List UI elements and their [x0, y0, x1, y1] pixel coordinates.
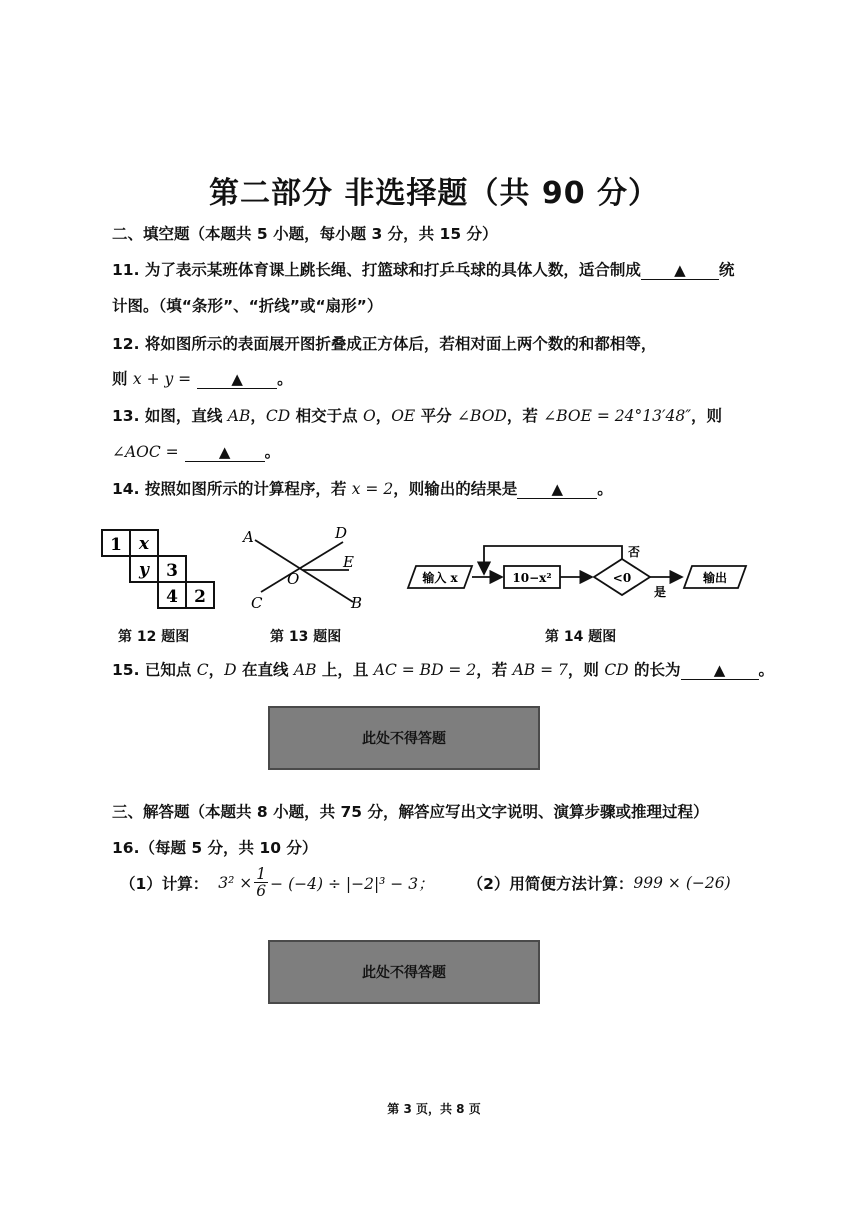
- q12-answer-blank[interactable]: [197, 370, 277, 389]
- label-c: C: [251, 594, 263, 612]
- q13-ray-oe: OE: [391, 407, 416, 425]
- q13-text: 13. 如图，直线: [112, 407, 228, 425]
- q13-point-o: O: [362, 407, 376, 425]
- output-label: 输出: [702, 571, 728, 585]
- q16-fraction: [254, 866, 268, 899]
- q14-answer-blank[interactable]: [517, 480, 597, 499]
- q14-suffix: 。: [597, 480, 613, 498]
- question-14: [112, 477, 613, 499]
- q13-angle-aoc: ∠AOC =: [112, 443, 179, 461]
- figure-14-caption: 第 14 题图: [545, 629, 617, 645]
- blank-triangle: ▲: [218, 443, 231, 461]
- fraction-denominator: 6: [256, 882, 267, 900]
- q13-angle-boe: ∠BOE = 24°13′48″: [543, 407, 692, 425]
- q15-text: 的长为: [628, 661, 681, 679]
- q15-text: 在直线: [236, 661, 294, 679]
- q15-point-d: D: [224, 661, 237, 679]
- section2-header: 二、填空题（本题共 5 小题，每小题 3 分，共 15 分）: [112, 225, 498, 243]
- blank-triangle: ▲: [231, 370, 243, 388]
- blank-triangle: ▲: [674, 261, 686, 279]
- blank-triangle: ▲: [713, 661, 726, 679]
- q14-x-value: x = 2: [351, 480, 394, 498]
- q14-text: 14. 按照如图所示的计算程序，若: [112, 480, 352, 498]
- net-cell-value: x: [138, 534, 150, 554]
- q12-prefix: 则: [112, 370, 133, 388]
- q12-suffix: 。: [277, 370, 293, 388]
- q15-text: ，则: [567, 661, 605, 679]
- condition-label: <0: [612, 571, 632, 585]
- no-answer-zone: 此处不得答题: [268, 706, 540, 770]
- q15-segment-cd: CD: [604, 661, 629, 679]
- question-16-header: 16.（每题 5 分，共 10 分）: [112, 839, 318, 857]
- question-11-line2: 计图。（填“条形”、“折线”或“扇形”）: [112, 297, 383, 315]
- q13-text: 相交于点: [290, 407, 363, 425]
- q13-text: ，若: [506, 407, 544, 425]
- q11-answer-blank[interactable]: [641, 261, 719, 280]
- no-answer-zone: 此处不得答题: [268, 940, 540, 1004]
- question-15: [112, 658, 774, 680]
- q15-equation: AC = BD = 2: [373, 661, 477, 679]
- q16-part1-expr: − (−4) ÷ |−2|³ − 3；: [270, 874, 434, 893]
- q13-sep: ，: [250, 407, 266, 425]
- label-b: B: [351, 594, 363, 612]
- fraction-numerator: 1: [256, 865, 267, 883]
- question-12-line1: 12. 将如图所示的表面展开图折叠成正方体后，若相对面上两个数的和都相等，: [112, 335, 657, 353]
- figure-13-lines: [235, 524, 370, 616]
- label-d: D: [335, 524, 348, 542]
- q15-suffix: 。: [758, 661, 775, 679]
- q11-text: 11. 为了表示某班体育课上跳长绳、打篮球和打乒乓球的具体人数，适合制成: [112, 261, 641, 279]
- figure-13-caption: 第 13 题图: [270, 629, 342, 645]
- q15-equation: AB = 7: [512, 661, 568, 679]
- q16-part2-expr: 999 × (−26): [633, 873, 731, 892]
- q16-part2-label: （2）用简便方法计算：: [467, 874, 634, 893]
- figure-12-caption: 第 12 题图: [118, 629, 190, 645]
- net-cell-value: 2: [194, 587, 206, 607]
- yes-label: 是: [653, 585, 667, 599]
- label-o: O: [287, 570, 300, 588]
- q13-angle-bod: ∠BOD: [457, 407, 507, 425]
- net-cell-value: 3: [166, 561, 178, 581]
- q13-line-ab: AB: [227, 407, 251, 425]
- q15-answer-blank[interactable]: [681, 661, 759, 680]
- q16-part1-label: （1）计算：: [120, 874, 209, 893]
- q13-line-cd: CD: [265, 407, 291, 425]
- q13-text: ，: [375, 407, 392, 425]
- page-title: 第二部分 非选择题（共 90 分）: [208, 176, 660, 211]
- label-a: A: [243, 528, 254, 546]
- net-cell-value: y: [139, 560, 149, 580]
- q15-sep: ，: [208, 661, 225, 679]
- net-cell-value: 4: [166, 587, 178, 607]
- q15-point-c: C: [196, 661, 209, 679]
- blank-triangle: ▲: [551, 480, 563, 498]
- q13-suffix: 。: [264, 443, 281, 461]
- line-ab: [255, 540, 353, 602]
- question-11-line1: [112, 258, 734, 280]
- line-cd: [261, 542, 343, 592]
- figure-14-flowchart: [402, 536, 752, 608]
- no-label: 否: [627, 545, 641, 559]
- q13-text: ，则: [691, 407, 723, 425]
- q16-part1-expr: 3² ×: [218, 873, 253, 892]
- question-16-parts: [120, 866, 731, 899]
- label-e: E: [343, 553, 354, 571]
- q13-answer-blank[interactable]: [185, 443, 265, 462]
- question-13-line1: [112, 404, 722, 426]
- q12-expression: x + y =: [132, 370, 192, 388]
- q15-text: ，若: [476, 661, 513, 679]
- q15-line-ab: AB: [293, 661, 317, 679]
- figure-12-cube-net: [100, 528, 220, 618]
- q13-text: 平分: [415, 407, 458, 425]
- q15-text: 15. 已知点: [112, 661, 197, 679]
- section3-header: 三、解答题（本题共 8 小题，共 75 分，解答应写出文字说明、演算步骤或推理过程）: [112, 803, 709, 821]
- net-cell-value: 1: [110, 535, 122, 555]
- calc-label: 10−x²: [512, 571, 552, 585]
- q14-text: ，则输出的结果是: [393, 480, 518, 498]
- q11-text-b: 统: [718, 261, 735, 279]
- question-12-line2: [112, 367, 293, 389]
- page-footer: 第 3 页，共 8 页: [387, 1102, 481, 1116]
- input-label: 输入 x: [422, 571, 458, 585]
- q15-text: 上，且: [316, 661, 374, 679]
- question-13-line2: [112, 440, 280, 462]
